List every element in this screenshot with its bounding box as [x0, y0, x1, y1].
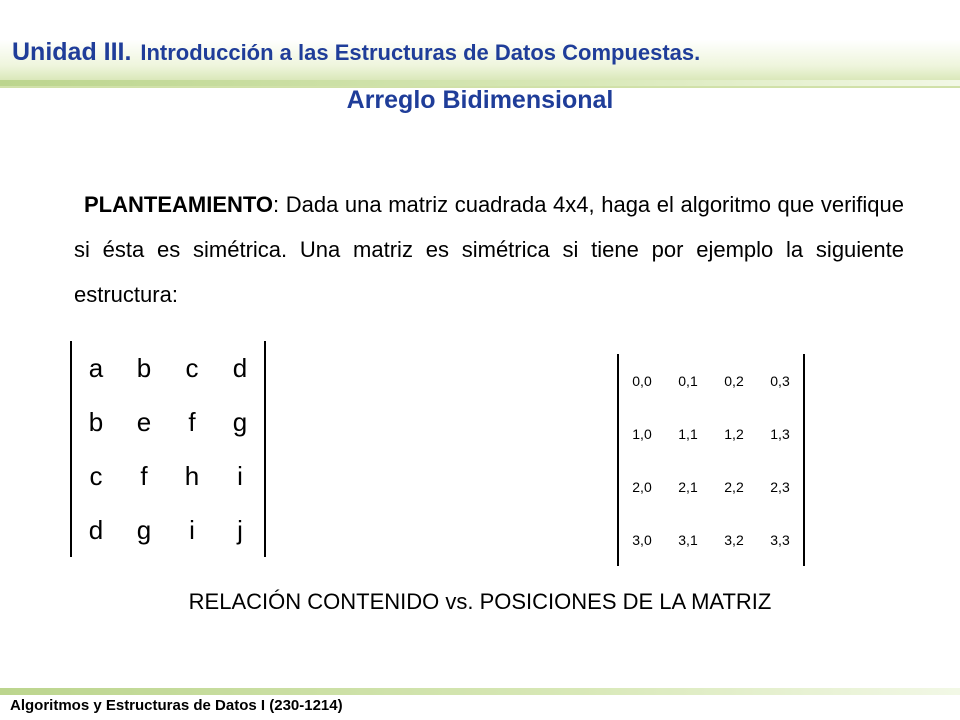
slide-title	[12, 31, 700, 68]
position-cell: 2,2	[724, 478, 744, 495]
unit-label: Unidad III.	[12, 38, 132, 66]
matrix-row	[71, 449, 265, 503]
matrix-row	[618, 354, 804, 407]
matrix-row	[71, 503, 265, 557]
matrix-row	[71, 395, 265, 449]
matrix-cell: i	[237, 460, 243, 491]
position-cell: 2,1	[678, 478, 698, 495]
position-cell: 1,3	[770, 425, 790, 442]
matrix-caption: RELACIÓN CONTENIDO vs. POSICIONES DE LA MATRIZ	[188, 589, 772, 614]
position-cell: 0,3	[770, 372, 790, 389]
unit-title: Introducción a las Estructuras de Datos Compuestas.	[140, 40, 701, 65]
footer-divider	[0, 688, 960, 695]
slide-subtitle: Arreglo Bidimensional	[346, 86, 614, 114]
position-cell: 2,0	[632, 478, 652, 495]
matrix-cell: a	[88, 352, 104, 383]
matrix-row	[618, 460, 804, 513]
position-cell: 0,1	[678, 372, 698, 389]
position-cell: 1,0	[632, 425, 652, 442]
position-cell: 3,3	[770, 531, 790, 548]
position-cell: 0,2	[724, 372, 744, 389]
position-cell: 1,2	[724, 425, 744, 442]
course-footer: Algoritmos y Estructuras de Datos I (230-1214)	[10, 697, 343, 714]
matrix-cell: i	[189, 514, 195, 545]
matrix-cell: d	[232, 352, 248, 383]
position-matrix	[617, 354, 805, 566]
matrix-cell: b	[88, 406, 104, 437]
position-cell: 0,0	[632, 372, 652, 389]
matrix-cell: g	[232, 406, 248, 437]
matrix-row	[71, 341, 265, 395]
position-cell: 3,2	[724, 531, 744, 548]
statement-label: PLANTEAMIENTO	[84, 192, 274, 217]
position-cell: 3,1	[678, 531, 698, 548]
matrix-cell: f	[188, 406, 196, 437]
statement-text: : Dada una matriz cuadrada 4x4, haga el algoritmo que verifique si ésta es simétrica. Una matriz es simétrica si tiene por ejemplo la siguiente estructura:	[74, 192, 904, 307]
matrix-cell: c	[89, 460, 103, 491]
position-cell: 1,1	[678, 425, 698, 442]
matrix-cell: c	[185, 352, 199, 383]
problem-statement	[74, 182, 904, 317]
matrix-cell: g	[136, 514, 152, 545]
position-cell: 3,0	[632, 531, 652, 548]
matrix-cell: j	[237, 514, 243, 545]
matrix-cell: f	[140, 460, 148, 491]
matrix-row	[618, 513, 804, 566]
matrix-cell: d	[88, 514, 104, 545]
position-cell: 2,3	[770, 478, 790, 495]
matrix-cell: h	[184, 460, 200, 491]
matrix-cell: b	[136, 352, 152, 383]
matrix-row	[618, 407, 804, 460]
letter-matrix	[70, 341, 266, 557]
matrix-cell: e	[136, 406, 152, 437]
